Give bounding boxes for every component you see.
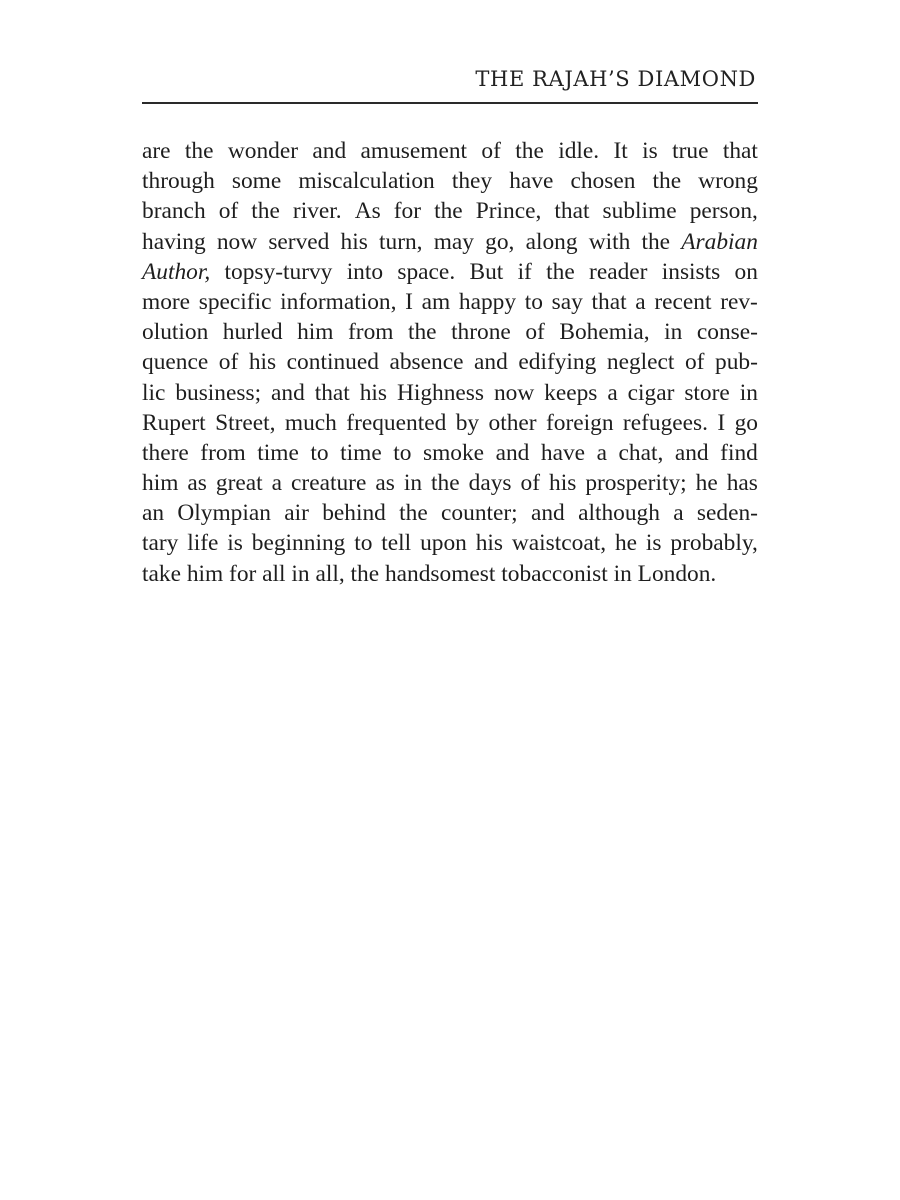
text-line: through some miscalculation they have chosen the wrong — [142, 168, 758, 195]
text-line: there from time to time to smoke and have a chat, and find — [142, 439, 758, 466]
text-line: having now served his turn, may go, along with the Arabian — [142, 228, 758, 255]
text-line: lic business; and that his Highness now keeps a cigar store in — [142, 379, 758, 406]
text-line: more specific information, I am happy to say that a recent rev- — [142, 288, 758, 315]
text-line: branch of the river. As for the Prince, that sublime person, — [142, 198, 758, 225]
body-text — [142, 136, 758, 589]
text-line: Rupert Street, much frequented by other foreign refugees. I go — [142, 409, 758, 436]
running-head — [142, 62, 758, 104]
text-line: him as great a creature as in the days of his prosperity; he has — [142, 470, 758, 497]
text-line: are the wonder and amusement of the idle. It is true that — [142, 138, 758, 164]
text-line: tary life is beginning to tell upon his waistcoat, he is probably, — [142, 530, 758, 557]
text-line: olution hurled him from the throne of Bohemia, in conse- — [142, 319, 758, 346]
text-line: an Olympian air behind the counter; and although a seden- — [142, 500, 758, 527]
text-line: Author, topsy-turvy into space. But if the reader insists on — [142, 258, 758, 285]
text-line: take him for all in all, the handsomest tobacconist in London. — [142, 560, 717, 587]
running-head-title: THE RAJAH’S DIAMOND — [475, 67, 756, 91]
text-line: quence of his continued absence and edifying neglect of pub- — [142, 349, 758, 376]
